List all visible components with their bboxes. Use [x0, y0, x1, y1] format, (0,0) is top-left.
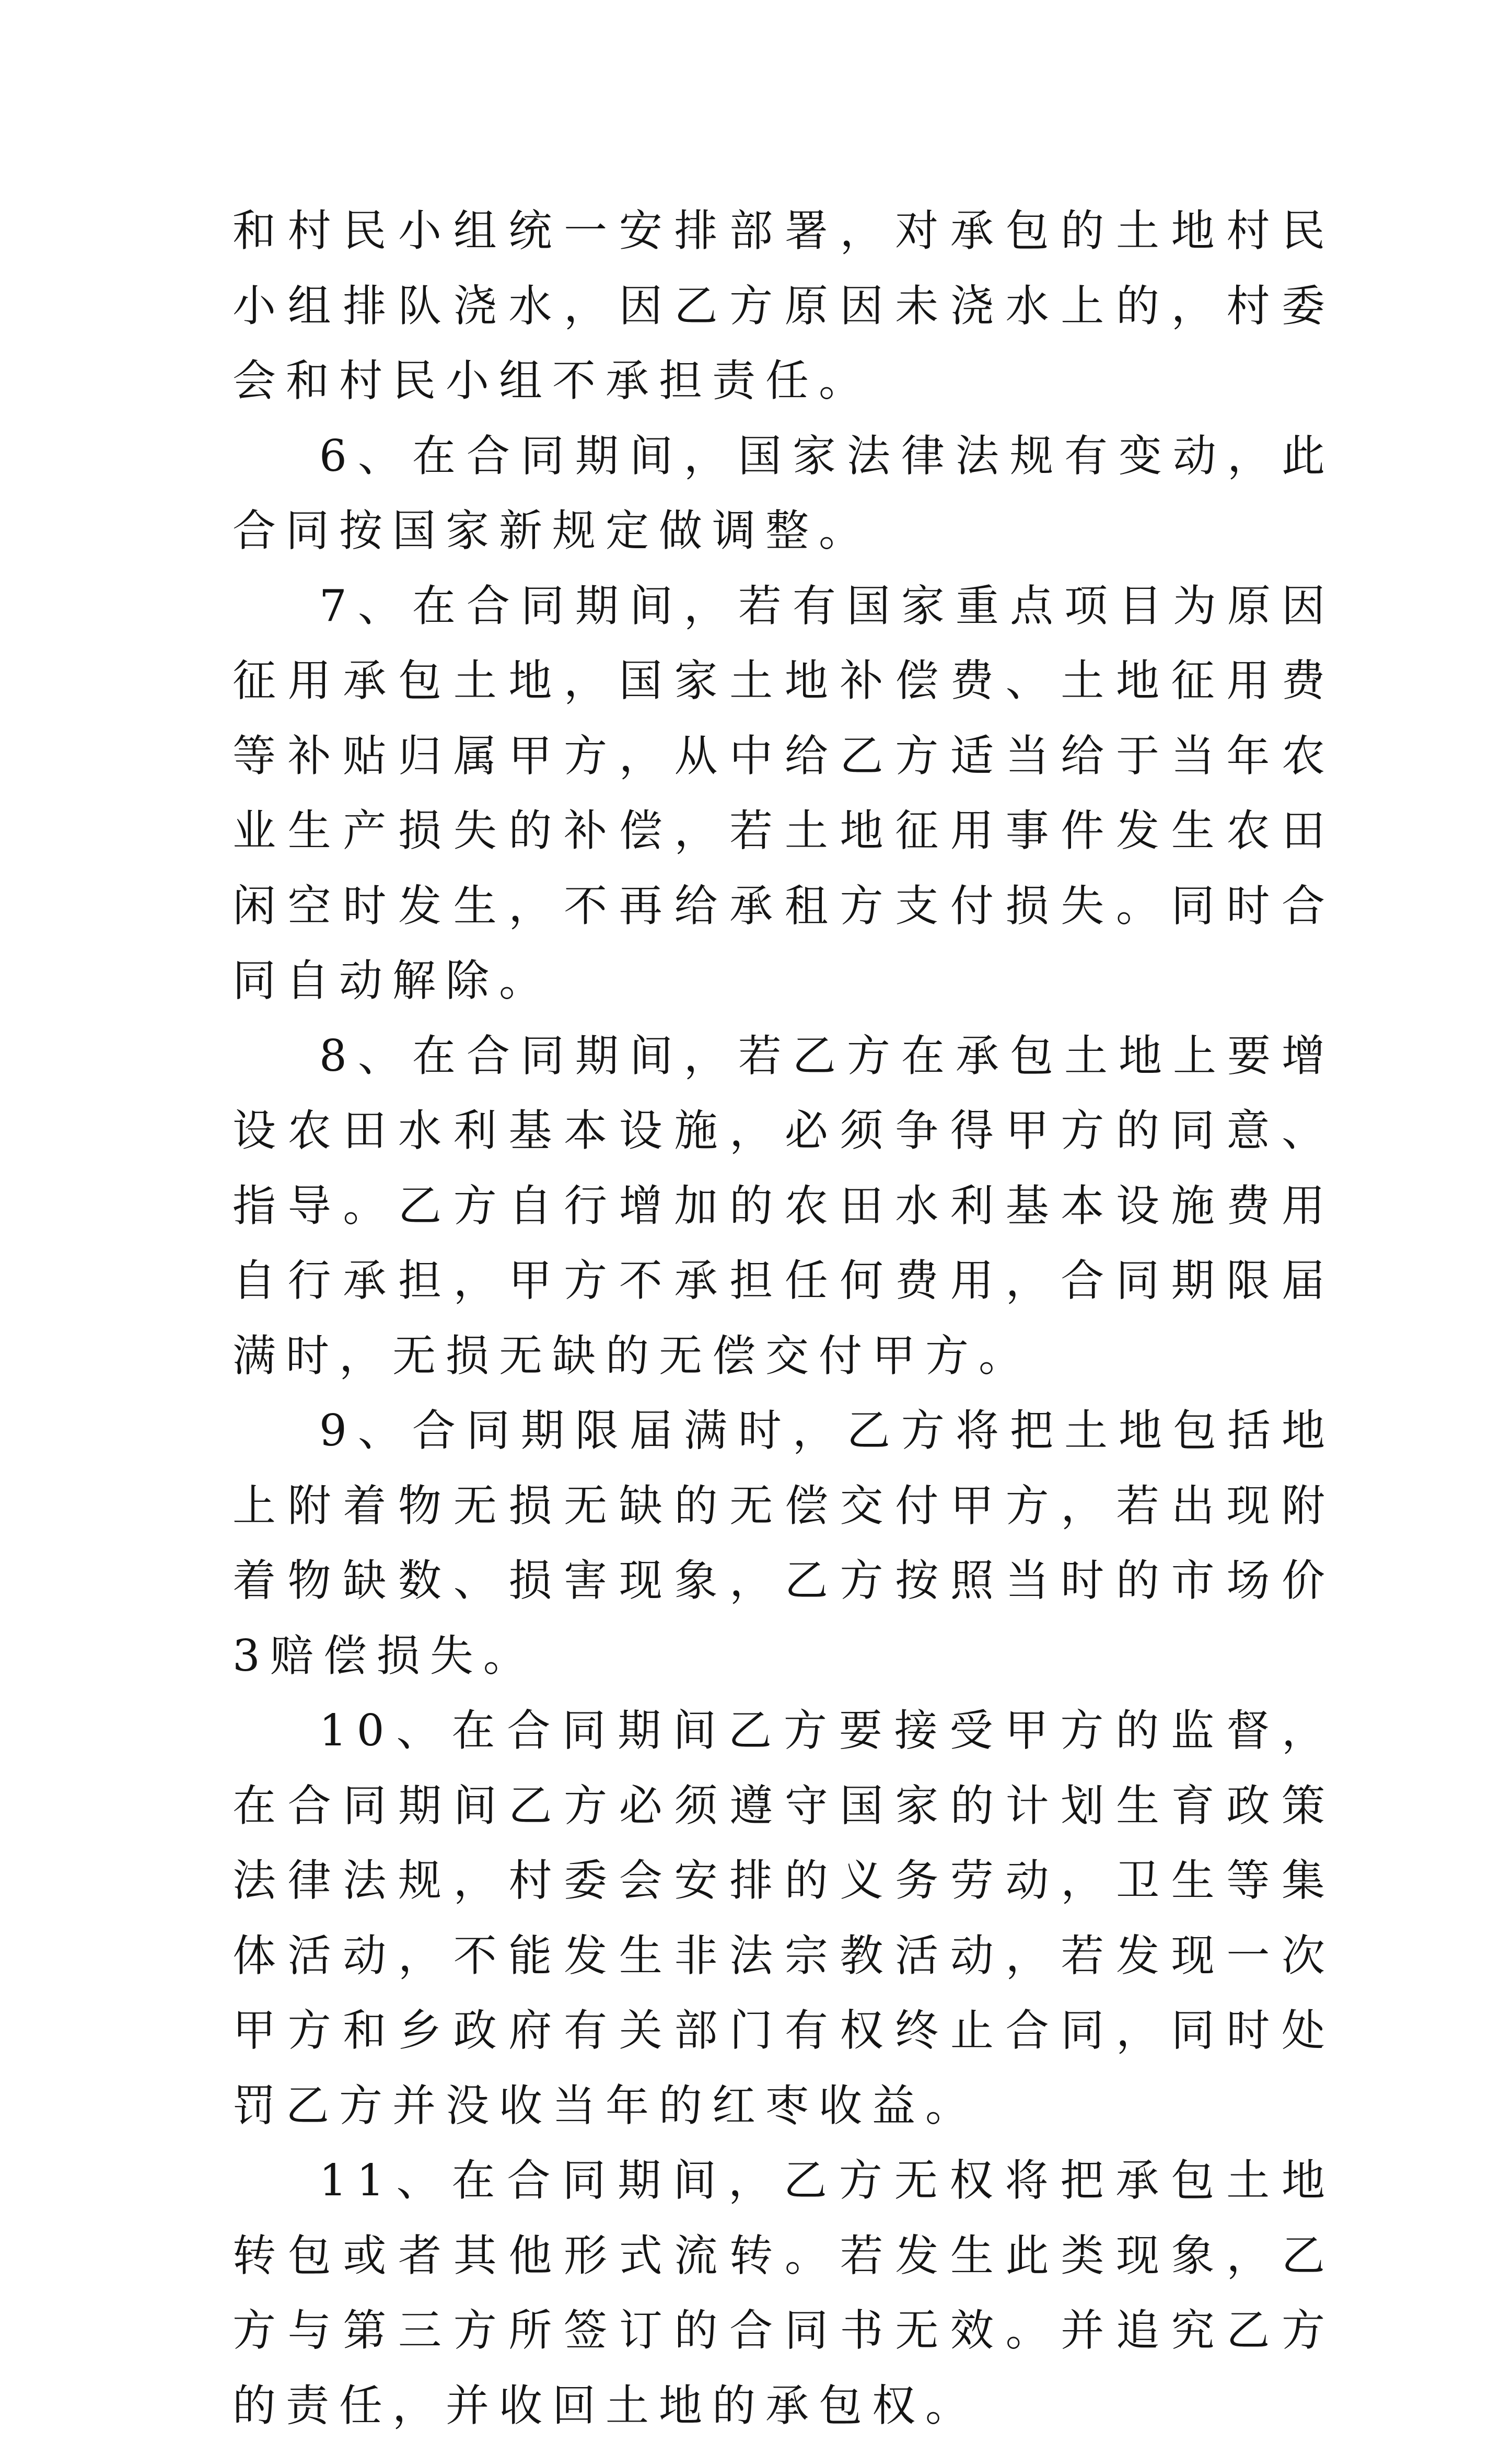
clause-8: 8、在合同期间，若乙方在承包土地上要增设农田水利基本设施，必须争得甲方的同意、指导。乙方自行增加的农田水利基本设施费用自行承担，甲方不承担任何费用，合同期限届满时，无损无缺的无偿交付甲方。 [232, 1030, 1335, 1381]
clause-9: 9、合同期限届满时，乙方将把土地包括地上附着物无损无缺的无偿交付甲方，若出现附着物缺数、损害现象，乙方按照当时的市场价3赔偿损失。 [232, 1405, 1335, 1681]
clause-11: 11、在合同期间，乙方无权将把承包土地转包或者其他形式流转。若发生此类现象，乙方与第三方所签订的合同书无效。并追究乙方的责任，并收回土地的承包权。 [232, 2155, 1335, 2431]
clause-10: 10、在合同期间乙方要接受甲方的监督，在合同期间乙方必须遵守国家的计划生育政策法律法规，村委会安排的义务劳动，卫生等集体活动，不能发生非法宗教活动，若发现一次甲方和乡政府有关部门有权终止合同，同时处罚乙方并没收当年的红枣收益。 [232, 1705, 1335, 2131]
paragraph-continuation: 和村民小组统一安排部署，对承包的土地村民小组排队浇水，因乙方原因未浇水上的，村委会和村民小组不承担责任。 [232, 205, 1335, 406]
clause-6: 6、在合同期间，国家法律法规有变动，此合同按国家新规定做调整。 [232, 430, 1335, 556]
document-page [232, 193, 1335, 2443]
clause-7: 7、在合同期间，若有国家重点项目为原因征用承包土地，国家土地补偿费、土地征用费等补贴归属甲方，从中给乙方适当给于当年农业生产损失的补偿，若土地征用事件发生农田闲空时发生，不再给承租方支付损失。同时合同自动解除。 [232, 580, 1335, 1006]
